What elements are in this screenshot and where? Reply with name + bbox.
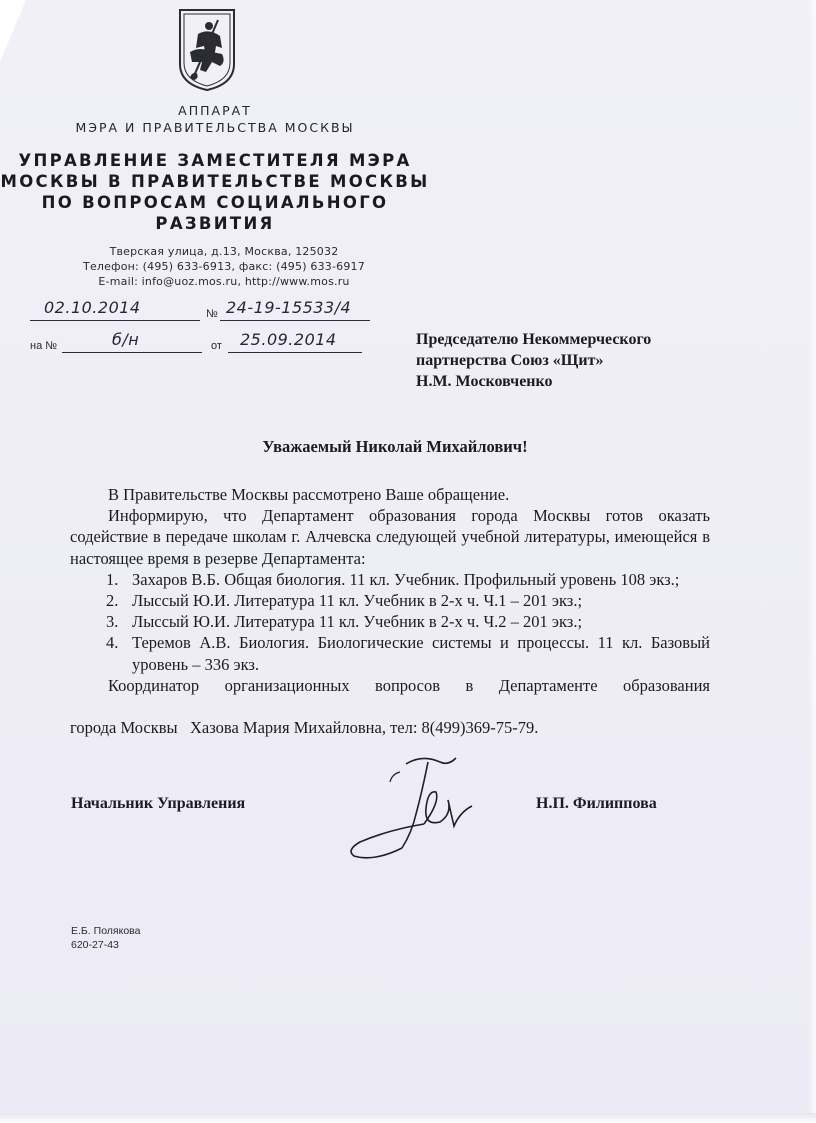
executor-info xyxy=(71,924,140,952)
apparatus-line: АППАРАТ xyxy=(178,103,252,118)
number-label: № xyxy=(206,308,218,320)
list-number: 2. xyxy=(106,591,119,611)
addressee-line: Председателю Некоммерческого xyxy=(416,331,652,348)
addressee-line: партнерства Союз «Щит» xyxy=(416,352,604,369)
paragraph: В Правительстве Москвы рассмотрено Ваше обращение. xyxy=(108,485,510,504)
coordinator-paragraph: Координатор организационных вопросов в Департаменте образования xyxy=(108,675,710,695)
phone-line: Телефон: (495) 633-6913, факс: (495) 633-6917 xyxy=(83,260,365,273)
salutation: Уважаемый Николай Михайлович! xyxy=(262,437,528,456)
list-text: Лыссый Ю.И. Литература 11 кл. Учебник в 2-х ч. Ч.2 – 201 экз.; xyxy=(132,612,583,632)
moscow-coat-of-arms-icon xyxy=(176,6,238,92)
ref-date-underline xyxy=(228,352,362,353)
folded-corner xyxy=(0,0,26,62)
book-list xyxy=(70,569,710,675)
page-edge xyxy=(808,0,816,1123)
list-item xyxy=(70,590,710,611)
page-edge-bottom xyxy=(0,1113,816,1123)
ref-number: б/н xyxy=(112,330,140,349)
letter-body xyxy=(70,484,710,738)
list-text: Захаров В.Б. Общая биология. 11 кл. Учебник. Профильный уровень 108 экз.; xyxy=(132,569,680,589)
list-item xyxy=(70,611,710,632)
department-line: МОСКВЫ В ПРАВИТЕЛЬСТВЕ МОСКВЫ xyxy=(0,172,430,191)
ref-date-label: от xyxy=(211,340,222,352)
department-title xyxy=(0,150,430,234)
number-underline xyxy=(220,320,370,321)
executor-phone: 620-27-43 xyxy=(71,939,119,951)
coordinator-contact: города Москвы Хазова Мария Михайловна, тел: 8(499)369-75-79. xyxy=(70,718,539,738)
handwritten-signature xyxy=(344,752,474,872)
signatory-name: Н.П. Филиппова xyxy=(536,795,657,812)
address-line: Тверская улица, д.13, Москва, 125032 xyxy=(109,245,339,258)
ref-number-underline xyxy=(62,352,202,353)
apparatus-line: МЭРА И ПРАВИТЕЛЬСТВА МОСКВЫ xyxy=(75,120,355,135)
list-number: 3. xyxy=(106,612,119,632)
list-number: 4. xyxy=(106,633,119,653)
addressee-block xyxy=(416,329,746,392)
signatory-role: Начальник Управления xyxy=(71,795,246,812)
addressee-line: Н.М. Московченко xyxy=(416,373,553,390)
ref-date: 25.09.2014 xyxy=(240,330,337,349)
list-item xyxy=(70,632,710,674)
list-text: Лыссый Ю.И. Литература 11 кл. Учебник в 2-х ч. Ч.1 – 201 экз.; xyxy=(132,591,583,611)
outgoing-number: 24-19-15533/4 xyxy=(226,298,352,317)
date-underline xyxy=(30,320,200,321)
executor-name: Е.Б. Полякова xyxy=(71,925,141,937)
list-text: Теремов А.В. Биология. Биологические системы и процессы. 11 кл. Базовый уровень – 336 экз. xyxy=(132,633,710,674)
list-item xyxy=(70,569,710,590)
department-line: РАЗВИТИЯ xyxy=(155,214,275,233)
ref-number-label: на № xyxy=(30,340,58,352)
list-number: 1. xyxy=(106,569,119,589)
apparatus-title xyxy=(50,102,380,136)
department-line: ПО ВОПРОСАМ СОЦИАЛЬНОГО xyxy=(41,193,389,212)
department-line: УПРАВЛЕНИЕ ЗАМЕСТИТЕЛЯ МЭРА xyxy=(18,151,412,170)
outgoing-date: 02.10.2014 xyxy=(44,298,141,317)
email-line: E-mail: info@uoz.mos.ru, http://www.mos.ru xyxy=(98,275,350,288)
paragraph: Информирую, что Департамент образования города Москвы готов оказать содействие в передаче школам г. Алчевска следующей учебной литературы, имеющейся в настоящее время в резерве Департамента: xyxy=(70,506,710,568)
department-address xyxy=(40,244,408,289)
